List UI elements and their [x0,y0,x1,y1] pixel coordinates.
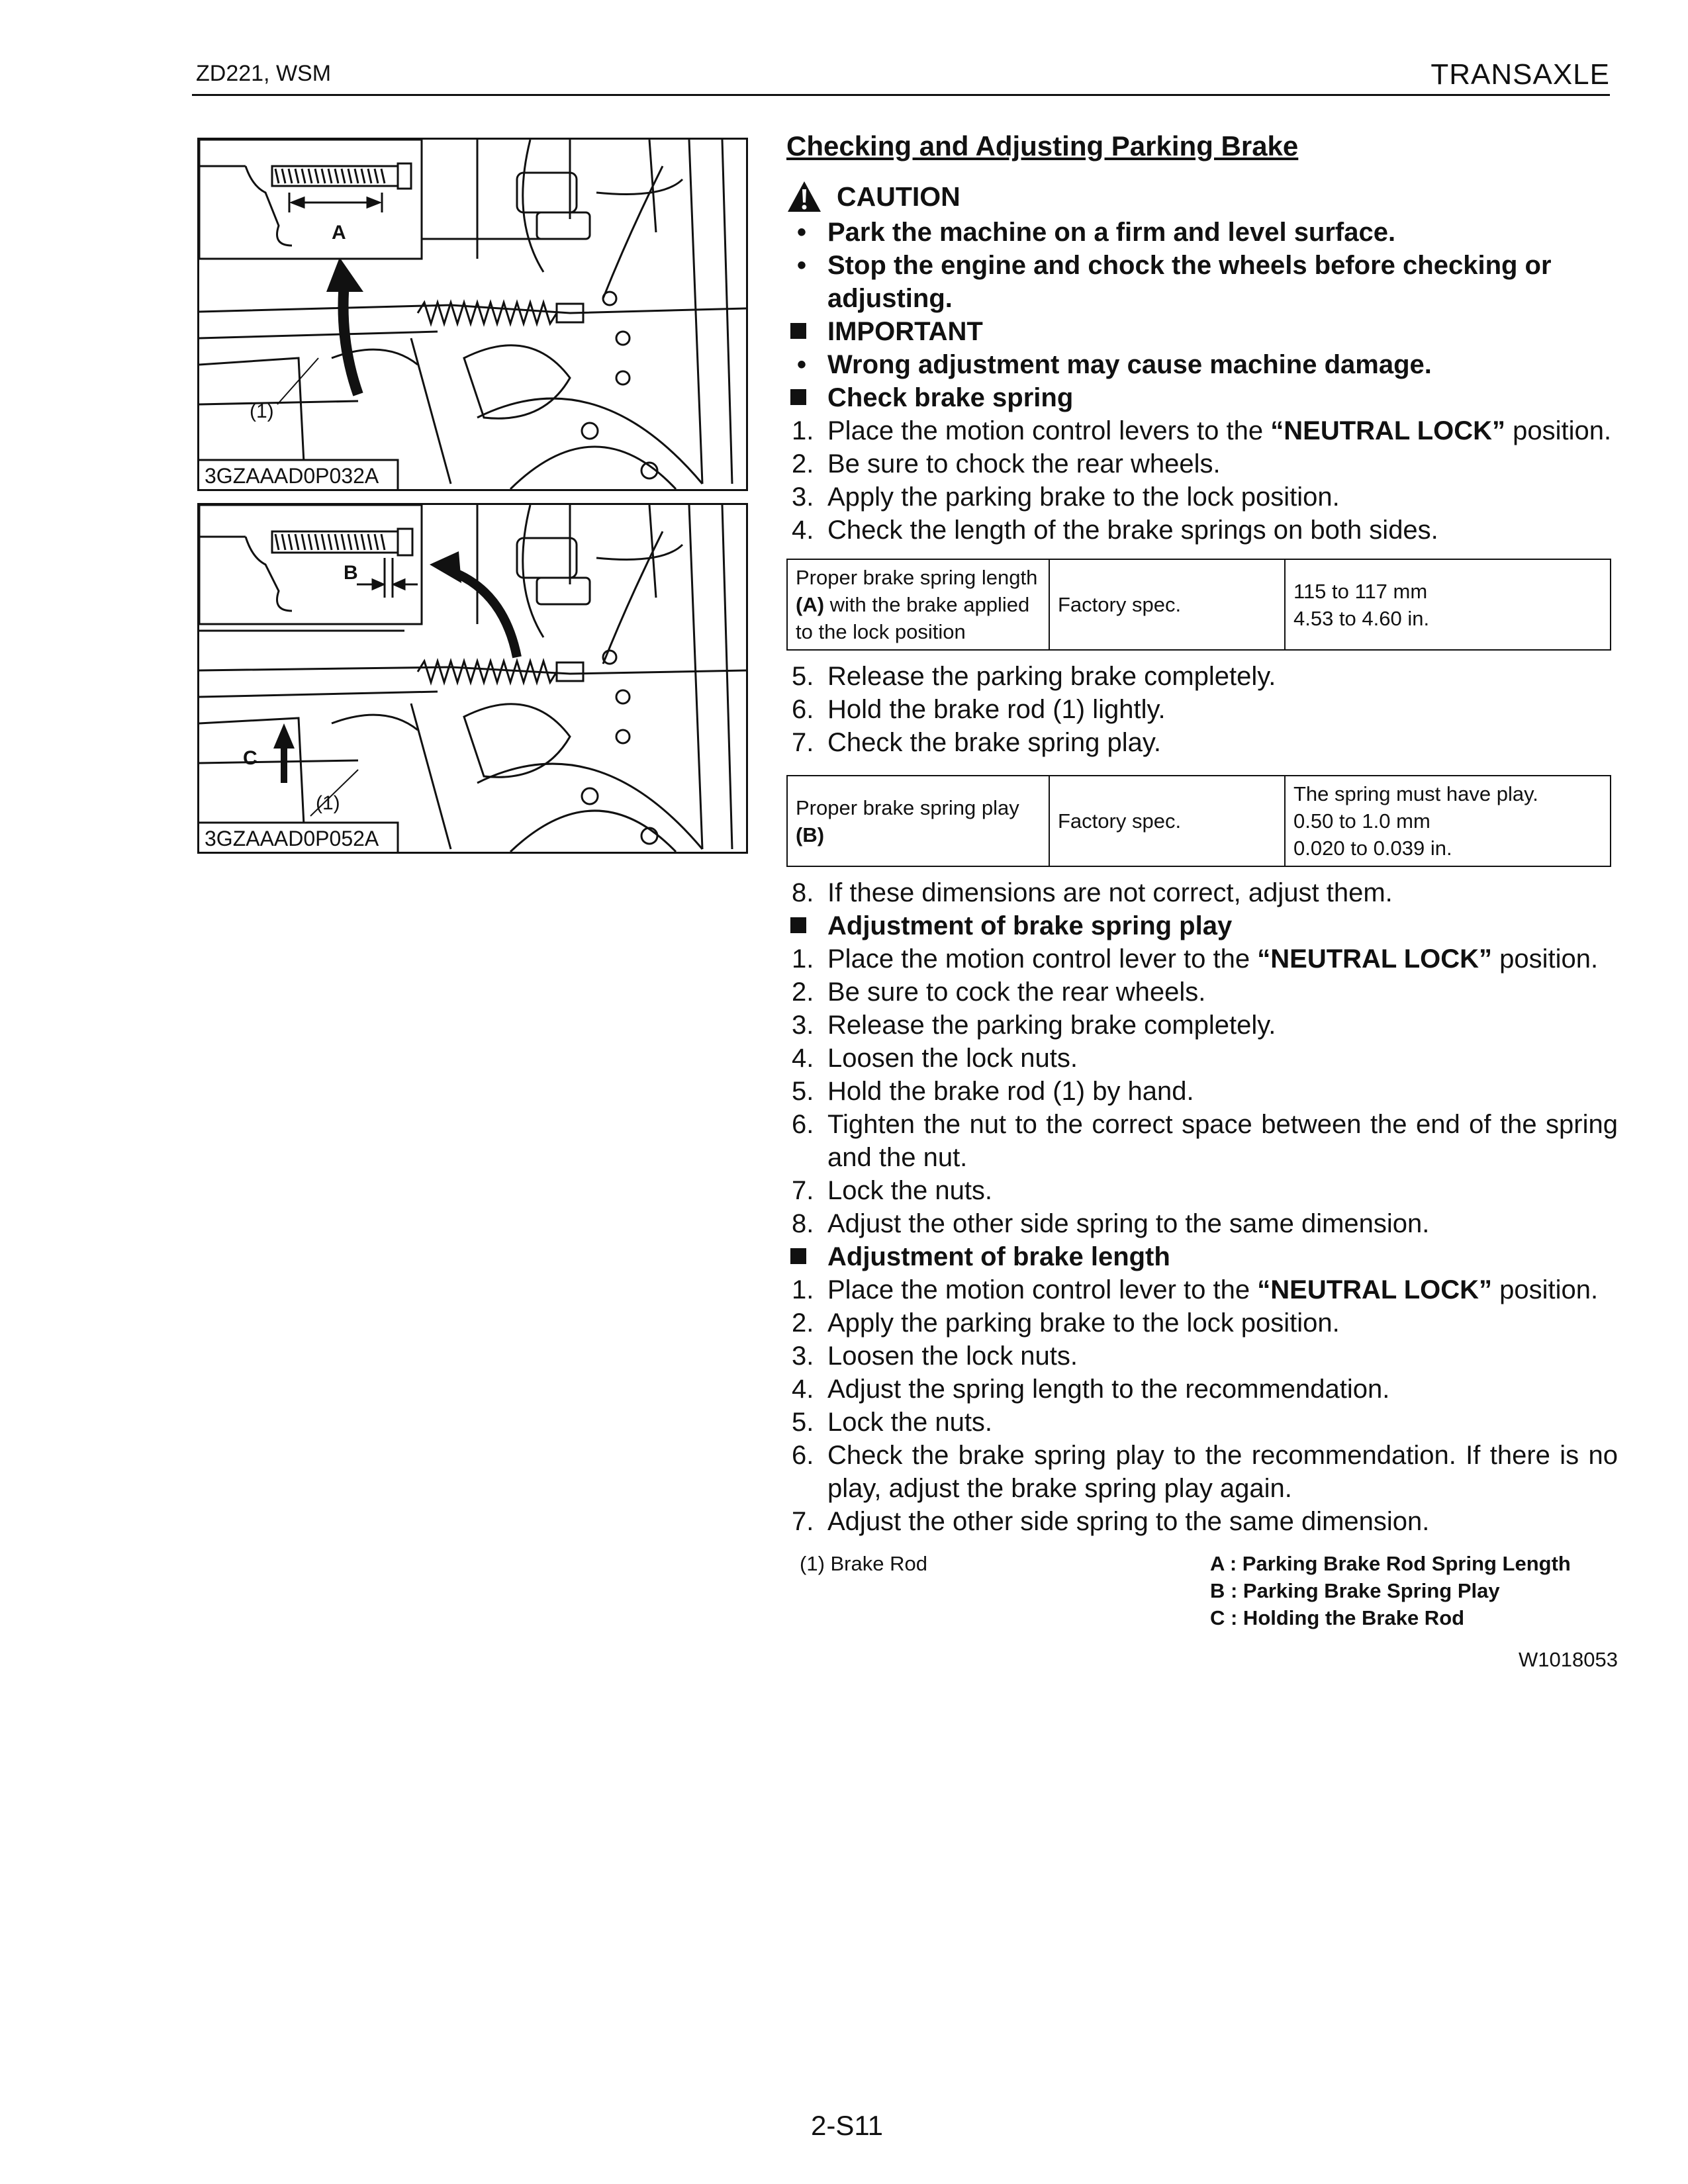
step: 7. Lock the nuts. [792,1176,993,1205]
spec-values: 115 to 117 mm 4.53 to 4.60 in. [1285,559,1611,650]
spec-table-spring-length [786,559,1611,651]
step: 5. Lock the nuts. [792,1408,993,1437]
legend-left: (1) Brake Rod [800,1552,927,1575]
header-model: ZD221, WSM [196,61,332,86]
figure-code: 3GZAAAD0P052A [205,827,379,850]
step: 4. Loosen the lock nuts. [792,1044,1078,1073]
figure-spring-play-drawing [199,505,746,852]
spec-table-spring-play [786,775,1611,867]
step: 1. Place the motion control levers to the “NEUTRAL LOCK” position. [792,416,1612,445]
spec-kind: Factory spec. [1049,776,1285,866]
step: 1. Place the motion control lever to the “NEUTRAL LOCK” position. [792,944,1599,974]
step: 1. Place the motion control lever to the “NEUTRAL LOCK” position. [792,1275,1599,1304]
procedure-content [786,130,1618,1676]
step: 6. Check the brake spring play to the recommendation. If there is no play, adjust the brake spring play again. [792,1441,1618,1503]
step: 7. Check the brake spring play. [792,728,1161,757]
step: 8. If these dimensions are not correct, adjust them. [792,878,1393,907]
caution-item: • Stop the engine and chock the wheels before checking or adjusting. [786,249,1618,315]
step: 2. Be sure to cock the rear wheels. [792,978,1206,1007]
legend-right: A : Parking Brake Rod Spring Length B : Parking Brake Spring Play C : Holding the Brake Rod [1210,1552,1571,1629]
header-rule [192,94,1610,96]
step: 4. Adjust the spring length to the recommendation. [792,1375,1390,1404]
step: 8. Adjust the other side spring to the same dimension. [792,1209,1430,1238]
adjust-length-heading: Adjustment of brake length [786,1240,1618,1273]
document-code: W1018053 [1519,1648,1618,1671]
spec-values: The spring must have play. 0.50 to 1.0 mm 0.020 to 0.039 in. [1285,776,1611,866]
warning-triangle-icon [786,180,822,213]
step: 5. Hold the brake rod (1) by hand. [792,1077,1194,1106]
step: 6. Hold the brake rod (1) lightly. [792,695,1166,724]
step: 4. Check the length of the brake springs on both sides. [792,516,1438,545]
inset-label-a: A [332,222,346,244]
caution-item: • Park the machine on a firm and level surface. [786,216,1618,249]
step: 5. Release the parking brake completely. [792,662,1276,691]
adjust-play-heading: Adjustment of brake spring play [786,909,1618,942]
page-number: 2-S11 [811,2110,883,2141]
step: 3. Loosen the lock nuts. [792,1342,1078,1371]
step: 7. Adjust the other side spring to the same dimension. [792,1507,1430,1536]
section-title: Checking and Adjusting Parking Brake [786,130,1299,161]
figure-code: 3GZAAAD0P032A [205,464,379,488]
important-item: • Wrong adjustment may cause machine damage. [786,348,1618,381]
check-spring-heading: Check brake spring [786,381,1618,414]
important-heading: IMPORTANT [786,315,1618,348]
step: 2. Apply the parking brake to the lock position. [792,1308,1340,1338]
header-section: TRANSAXLE [1430,58,1610,91]
figure-spring-length-drawing [199,140,746,489]
step: 2. Be sure to chock the rear wheels. [792,449,1221,478]
step: 6. Tighten the nut to the correct space between the end of the spring and the nut. [792,1110,1618,1172]
inset-label-b: B [344,562,358,584]
spec-name: Proper brake spring length (A) with the brake applied to the lock position [787,559,1049,650]
caution-heading [786,180,1618,213]
rod-label: (1) [316,792,340,814]
figure-spring-play [197,503,748,854]
spec-kind: Factory spec. [1049,559,1285,650]
hold-label-c: C [243,747,258,769]
spec-name: Proper brake spring play (B) [787,776,1049,866]
figure-legend [786,1550,1618,1631]
step: 3. Release the parking brake completely. [792,1011,1276,1040]
rod-label: (1) [250,400,274,422]
caution-label: CAUTION [837,181,961,212]
step: 3. Apply the parking brake to the lock position. [792,482,1340,512]
figure-spring-length [197,138,748,491]
